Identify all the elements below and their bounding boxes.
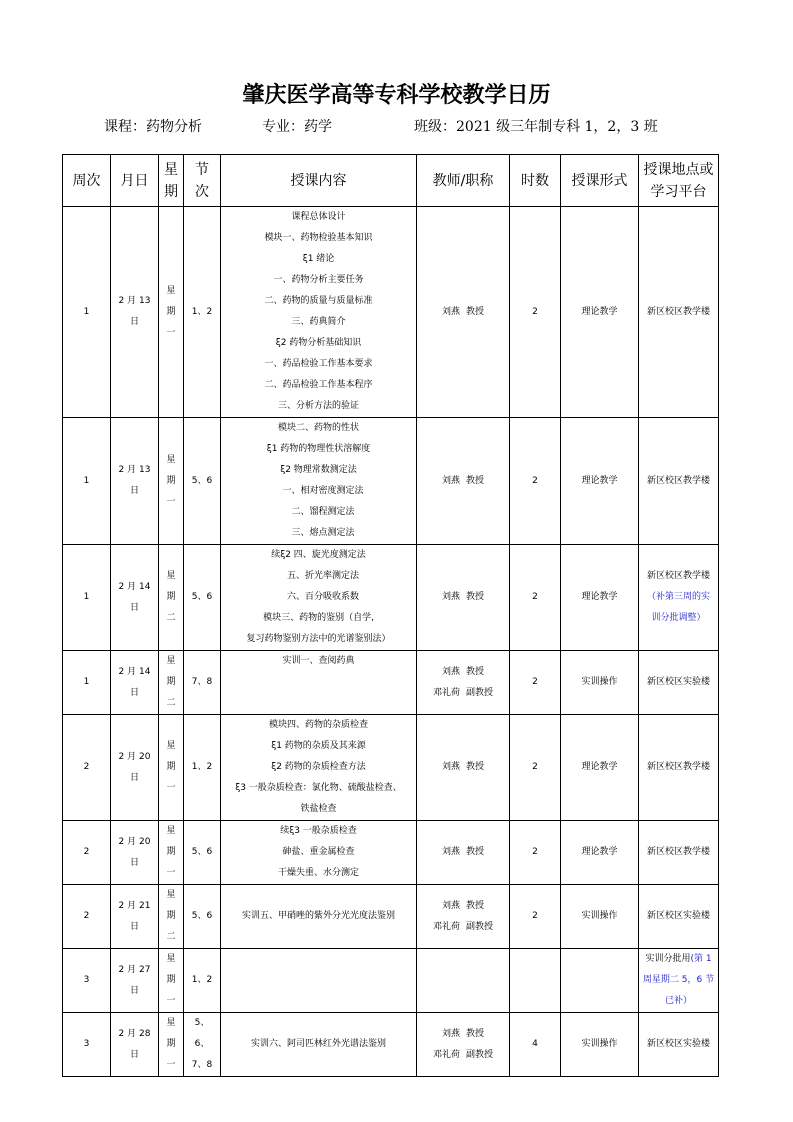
date-cell: 2 月 13 日 [111, 418, 159, 545]
date-cell: 2 月 28 日 [111, 1013, 159, 1077]
week-cell: 2 [63, 821, 111, 885]
place-cell: 新区校区教学楼 （补第三周的实 训分批调整） [639, 545, 719, 651]
table-row [63, 651, 719, 715]
content-cell [221, 949, 417, 1013]
hours-cell: 4 [510, 1013, 561, 1077]
hours-cell: 2 [510, 651, 561, 715]
hours-cell: 2 [510, 821, 561, 885]
date-cell: 2 月 20 日 [111, 715, 159, 821]
content-cell: 实训六、阿司匹林红外光谱法鉴别 [221, 1013, 417, 1077]
place-cell: 新区校区实验楼 [639, 1013, 719, 1077]
teaching-calendar-table [62, 154, 719, 1077]
weekday-cell: 星 期 二 [159, 651, 184, 715]
teacher-cell: 刘燕 教授 邓礼荷 副教授 [417, 885, 510, 949]
form-cell: 理论教学 [561, 207, 639, 418]
week-cell: 2 [63, 885, 111, 949]
teacher-cell: 刘燕 教授 [417, 545, 510, 651]
teacher-cell: 刘燕 教授 [417, 715, 510, 821]
form-cell: 理论教学 [561, 821, 639, 885]
period-cell: 5、6 [184, 418, 221, 545]
course-label: 课程：药物分析 [104, 119, 202, 135]
content-cell: 实训五、甲硝唑的紫外分光光度法鉴别 [221, 885, 417, 949]
weekday-cell: 星 期 二 [159, 545, 184, 651]
place-cell: 新区校区教学楼 [639, 207, 719, 418]
teacher-cell [417, 949, 510, 1013]
table-row [63, 545, 719, 651]
col-hours: 时数 [510, 155, 561, 207]
hours-cell: 2 [510, 885, 561, 949]
period-cell: 5、6 [184, 545, 221, 651]
table-row [63, 1013, 719, 1077]
date-cell: 2 月 20 日 [111, 821, 159, 885]
major-label: 专业：药学 [262, 119, 332, 135]
weekday-cell: 星 期 一 [159, 821, 184, 885]
period-cell: 5、6、7、8 [184, 1013, 221, 1077]
form-cell: 理论教学 [561, 545, 639, 651]
week-cell: 3 [63, 949, 111, 1013]
weekday-cell: 星 期 二 [159, 885, 184, 949]
col-week: 周次 [63, 155, 111, 207]
date-cell: 2 月 13 日 [111, 207, 159, 418]
content-cell: 续ξ3 一般杂质检查 砷盐、重金属检查 干燥失重、水分测定 [221, 821, 417, 885]
col-place: 授课地点或学习平台 [639, 155, 719, 207]
teacher-cell: 刘燕 教授 [417, 418, 510, 545]
place-cell: 新区校区实验楼 [639, 885, 719, 949]
col-period: 节次 [184, 155, 221, 207]
place-cell: 新区校区教学楼 [639, 418, 719, 545]
week-cell: 1 [63, 207, 111, 418]
content-cell: 模块四、药物的杂质检查 ξ1 药物的杂质及其来源 ξ2 药物的杂质检查方法 ξ3 一般杂质检查：氯化物、硫酸盐检查、 铁盐检查 [221, 715, 417, 821]
table-row [63, 821, 719, 885]
col-date: 月日 [111, 155, 159, 207]
period-cell: 1、2 [184, 949, 221, 1013]
col-form: 授课形式 [561, 155, 639, 207]
table-row [63, 715, 719, 821]
col-weekday: 星期 [159, 155, 184, 207]
content-cell: 模块二、药物的性状 ξ1 药物的物理性状溶解度 ξ2 物理常数测定法 一、相对密度测定法 二、馏程测定法 三、熔点测定法 [221, 418, 417, 545]
hours-cell: 2 [510, 545, 561, 651]
form-cell: 实训操作 [561, 651, 639, 715]
week-cell: 3 [63, 1013, 111, 1077]
header-row [63, 155, 719, 207]
page-title: 肇庆医学高等专科学校教学日历 [242, 83, 551, 108]
week-cell: 1 [63, 545, 111, 651]
week-cell: 2 [63, 715, 111, 821]
week-cell: 1 [63, 651, 111, 715]
period-cell: 7、8 [184, 651, 221, 715]
date-cell: 2 月 14 日 [111, 545, 159, 651]
hours-cell: 2 [510, 715, 561, 821]
content-cell: 续ξ2 四、旋光度测定法 五、折光率测定法 六、百分吸收系数 模块三、药物的鉴别（自学, 复习药物鉴别方法中的光谱鉴别法） [221, 545, 417, 651]
hours-cell [510, 949, 561, 1013]
teacher-cell: 刘燕 教授 [417, 207, 510, 418]
place-cell: 实训分批用(第 1 周星期二 5，6 节 已补） [639, 949, 719, 1013]
form-cell: 实训操作 [561, 885, 639, 949]
place-cell: 新区校区实验楼 [639, 651, 719, 715]
week-cell: 1 [63, 418, 111, 545]
place-cell: 新区校区教学楼 [639, 715, 719, 821]
form-cell: 实训操作 [561, 1013, 639, 1077]
teacher-cell: 刘燕 教授 邓礼荷 副教授 [417, 1013, 510, 1077]
table-row [63, 207, 719, 418]
hours-cell: 2 [510, 207, 561, 418]
period-cell: 5、6 [184, 821, 221, 885]
teacher-cell: 刘燕 教授 [417, 821, 510, 885]
col-content: 授课内容 [221, 155, 417, 207]
period-cell: 5、6 [184, 885, 221, 949]
hours-cell: 2 [510, 418, 561, 545]
class-label: 班级：2021 级三年制专科 1，2，3 班 [414, 119, 658, 135]
form-cell: 理论教学 [561, 715, 639, 821]
course-meta [0, 116, 793, 136]
weekday-cell: 星 期 一 [159, 949, 184, 1013]
content-cell: 课程总体设计 模块一、药物检验基本知识 ξ1 绪论 一、药物分析主要任务 二、药物的质量与质量标准 三、药典简介 ξ2 药物分析基础知识 一、药品检验工作基本要求 二、药品检验工作基本程序 三、分析方法的验证 [221, 207, 417, 418]
form-cell [561, 949, 639, 1013]
date-cell: 2 月 27 日 [111, 949, 159, 1013]
period-cell: 1、2 [184, 207, 221, 418]
weekday-cell: 星 期 一 [159, 207, 184, 418]
place-cell: 新区校区教学楼 [639, 821, 719, 885]
table-row [63, 949, 719, 1013]
content-cell: 实训一、查阅药典 [221, 651, 417, 715]
col-teacher: 教师/职称 [417, 155, 510, 207]
period-cell: 1、2 [184, 715, 221, 821]
table-row [63, 885, 719, 949]
date-cell: 2 月 21 日 [111, 885, 159, 949]
weekday-cell: 星 期 一 [159, 1013, 184, 1077]
table-row [63, 418, 719, 545]
weekday-cell: 星 期 一 [159, 418, 184, 545]
date-cell: 2 月 14 日 [111, 651, 159, 715]
teacher-cell: 刘燕 教授 邓礼荷 副教授 [417, 651, 510, 715]
form-cell: 理论教学 [561, 418, 639, 545]
weekday-cell: 星 期 一 [159, 715, 184, 821]
